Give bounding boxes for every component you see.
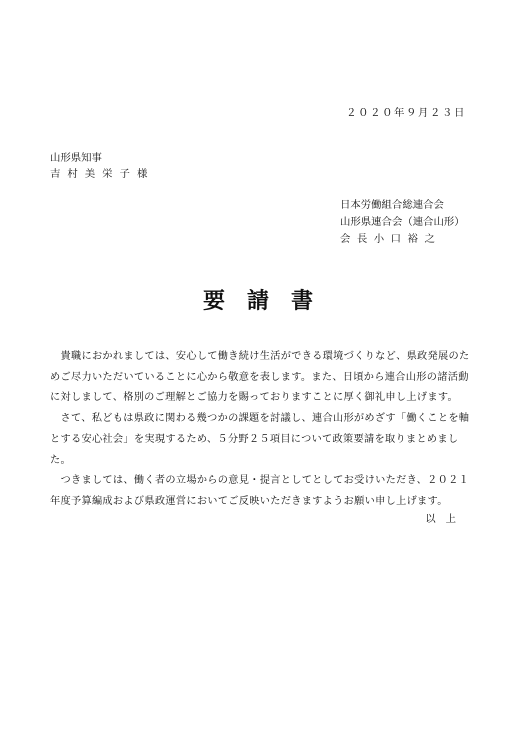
sender-org-national: 日本労働組合総連合会 — [340, 199, 444, 211]
body-paragraph: 貴職におかれましては、安心して働き続け生活ができる環境づくりなど、県政発展のた めご尽力いただいていることに心から敬意を表します。また、日頃から連合山形の諸活動 に対しまして、格別のご理解とご協力を賜っておりますことに厚く御礼申し上げます。 — [50, 351, 470, 404]
body-paragraph: さて、私どもは県政に関わる幾つかの課題を討議し、連合山形がめざす「働くことを軸 とする安心社会」を実現するため、５分野２５項目について政策要請を取りまとめました。 — [50, 413, 470, 466]
document-date: ２０２０年９月２３日 — [346, 107, 466, 119]
document-title: 要請書 — [202, 288, 335, 314]
recipient-office: 山形県知事 — [50, 152, 102, 164]
document-body — [50, 347, 472, 513]
recipient-name: 吉村美栄子様 — [50, 168, 155, 180]
closing-mark: 以上 — [425, 513, 466, 525]
body-paragraph: つきましては、働く者の立場からの意見・提言としてとしてお受けいただき、２０２１ 年度予算編成および県政運営においてご反映いただきますようお願い申し上げます。 — [50, 475, 470, 507]
sender-block — [340, 197, 465, 248]
sender-name: 会長小口裕之 — [340, 233, 442, 245]
sender-org-prefectural: 山形県連合会（連合山形） — [340, 216, 465, 228]
